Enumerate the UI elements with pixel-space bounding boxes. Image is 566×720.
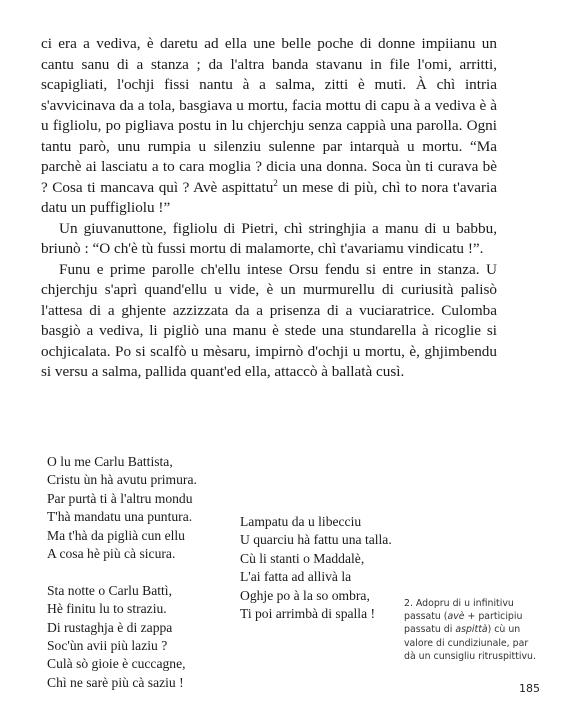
text-line: unu rumpia u silenziu sulenne par intarquà u mortu.	[117, 137, 463, 155]
text-line: chjerchju senza cappià una parolla. Ogni tantu parò,	[41, 117, 497, 155]
stanza-gap	[47, 563, 197, 581]
footnote-term: aspittà	[455, 624, 488, 636]
text-line: di capu à a vediva è à u figliolu, po pigliava postu in lu	[41, 96, 497, 134]
footnote-text: ) cù un valore di cundiziunale, par dà un cunsigliu ritruspittivu.	[404, 624, 536, 662]
poem-line: A cosa hè più cà sicura.	[47, 546, 176, 562]
footnote-term: avè	[447, 611, 465, 623]
poem-line: Lampatu da u libecciu	[240, 514, 362, 529]
poem-line: Sta notte o Carlu Battì,	[47, 582, 172, 598]
poem-line: U quarciu hà fattu una talla.	[240, 532, 392, 548]
poem-right	[240, 513, 392, 623]
poem-line: Di rustaghja è di zappa	[47, 619, 173, 635]
poem-line: O lu me Carlu Battista,	[47, 454, 173, 469]
poem-left	[47, 453, 197, 692]
text-line: di donne impiianu un cantu sanu di a stanza ;	[41, 35, 497, 73]
poem-line: Oghje po à la so ombra,	[240, 587, 370, 603]
text-line: s'avvicinava da a tola, basgiava u mortu, facia mottu	[41, 96, 361, 114]
paragraph-2: Un giuvanuttone, figliolu di Pietri, chì stringhjia a manu di u babbu, briunò : “O ch'è tù fussi mortu di malamorte, chì t'avariamu vindicatu !”.	[41, 219, 497, 257]
text-line: l'ochji fissi nantu à a salma, zitti è muti. À chì intria	[116, 76, 497, 93]
poem-line: T'hà mandatu una puntura.	[47, 509, 193, 525]
poem-line: Ti poi arrimbà di spalla !	[240, 606, 376, 622]
footnote	[404, 597, 536, 663]
poem-line: Soc'ùn avii più laziu ?	[47, 638, 168, 654]
poem-line: Culà sò gioie è cuccagne,	[47, 656, 186, 672]
poem-line: Chì ne sarè più cà saziu !	[47, 674, 184, 690]
text-line: un mese di più, chì to nora t'avaria datu un puffigliolu !”	[41, 178, 497, 216]
body-text	[41, 34, 497, 383]
page-number: 185	[519, 682, 540, 695]
footnote-ref: 2	[273, 177, 278, 188]
poem-line: Cù li stanti o Maddalè,	[240, 550, 365, 566]
text-line: “Ma parchè ai lasciatu a to cara moglia ? dicia una donna.	[41, 137, 498, 175]
poem-line: Hè finitu lu to straziu.	[47, 601, 167, 617]
poem-line: Cristu ùn hà avutu primura.	[47, 472, 197, 488]
text-line: ci era a vediva, è daretu ad ella une belle poche	[41, 35, 354, 52]
paragraph-3: Funu e prime parolle ch'ellu intese Orsu fendu si entre in stanza. U chjerchju s'aprì quand'ellu u vide, è un murmurellu di curiusità palisò l'attesa di a ghjente azzizzata da a prisenza di a vuciaratrice. Culomba basgiò a vediva, li pigliò una manu è stede una stundarella à ricoglie si ochjicalata. Po si scalfò u mèsaru, impirnò d'ochji u mortu, è, ghjimbendu si versu a salma, pallida quant'ed ella, attaccò à ballatà cusì.	[41, 260, 497, 380]
poem-line: Ma t'hà da piglià cun ellu	[47, 527, 185, 543]
text-line: da l'altra banda stavanu in file l'omi, arritti, scapigliati,	[41, 55, 498, 93]
poem-line: L'ai fatta ad allivà la	[240, 569, 352, 585]
footnote-text: 2. Adopru di u infinitivu passatu (	[404, 598, 514, 623]
text-line: Soca ùn ti curava bè ? Cosa ti mancava quì ? Avè aspittatu	[41, 158, 498, 196]
paragraph-1	[41, 34, 497, 219]
footnote-text: + participiu passatu di	[404, 611, 523, 636]
poem-line: Par purtà ti à l'altru mondu	[47, 490, 193, 506]
